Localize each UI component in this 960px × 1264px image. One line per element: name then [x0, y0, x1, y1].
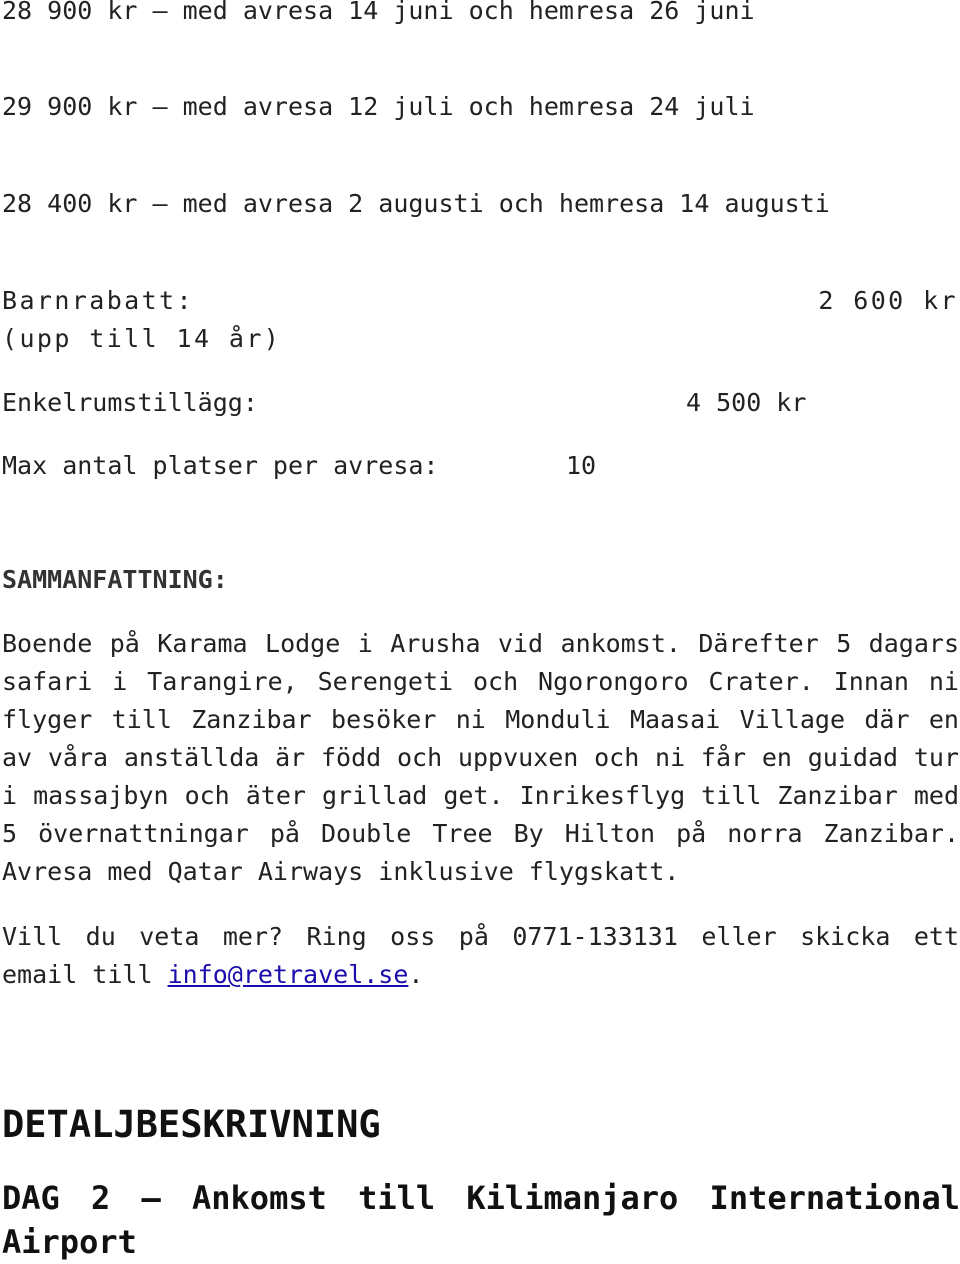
single-room-value: 4 500 kr [686, 388, 807, 417]
summary-text: Boende på Karama Lodge i Arusha vid ankomst. Därefter 5 dagars safari i Tarangire, Serengeti och Ngorongoro Crater. Innan ni flyger till Zanzibar besöker ni Monduli Maasai Village där en av våra anställda är född och uppvuxen och ni får en guidad tur i massajbyn och äter grillad get. Inrikesflyg till Zanzibar med 5 övernattningar på Double Tree By Hilton på norra Zanzibar. Avresa med Qatar Airways inklusive flygskatt. [2, 629, 959, 886]
email-link[interactable]: info@retravel.se [167, 960, 409, 989]
contact-text: Vill du veta mer? Ring oss på 0771-133131 eller skicka ett email till [2, 922, 959, 989]
details-heading: DETALJBESKRIVNING [2, 1103, 381, 1146]
summary-heading: SAMMANFATTNING: [2, 565, 228, 594]
departure-option-2: 29 900 kr – med avresa 12 juli och hemresa 24 juli [2, 92, 755, 121]
contact-end: . [408, 960, 424, 989]
max-seats-value: 10 [566, 451, 597, 480]
child-discount-note: (upp till 14 år) [2, 324, 282, 353]
max-seats-label: Max antal platser per avresa: [2, 451, 439, 480]
contact-paragraph [2, 918, 959, 994]
child-discount-label: Barnrabatt: [2, 286, 194, 315]
single-room-label: Enkelrumstillägg: [2, 388, 258, 417]
departure-option-1: 28 900 kr – med avresa 14 juni och hemresa 26 juni [2, 0, 755, 25]
child-discount-value: 2 600 kr [818, 286, 958, 315]
day-2-heading: DAG 2 – Ankomst till Kilimanjaro International Airport [2, 1179, 960, 1261]
departure-option-3: 28 400 kr – med avresa 2 augusti och hemresa 14 augusti [2, 189, 830, 218]
